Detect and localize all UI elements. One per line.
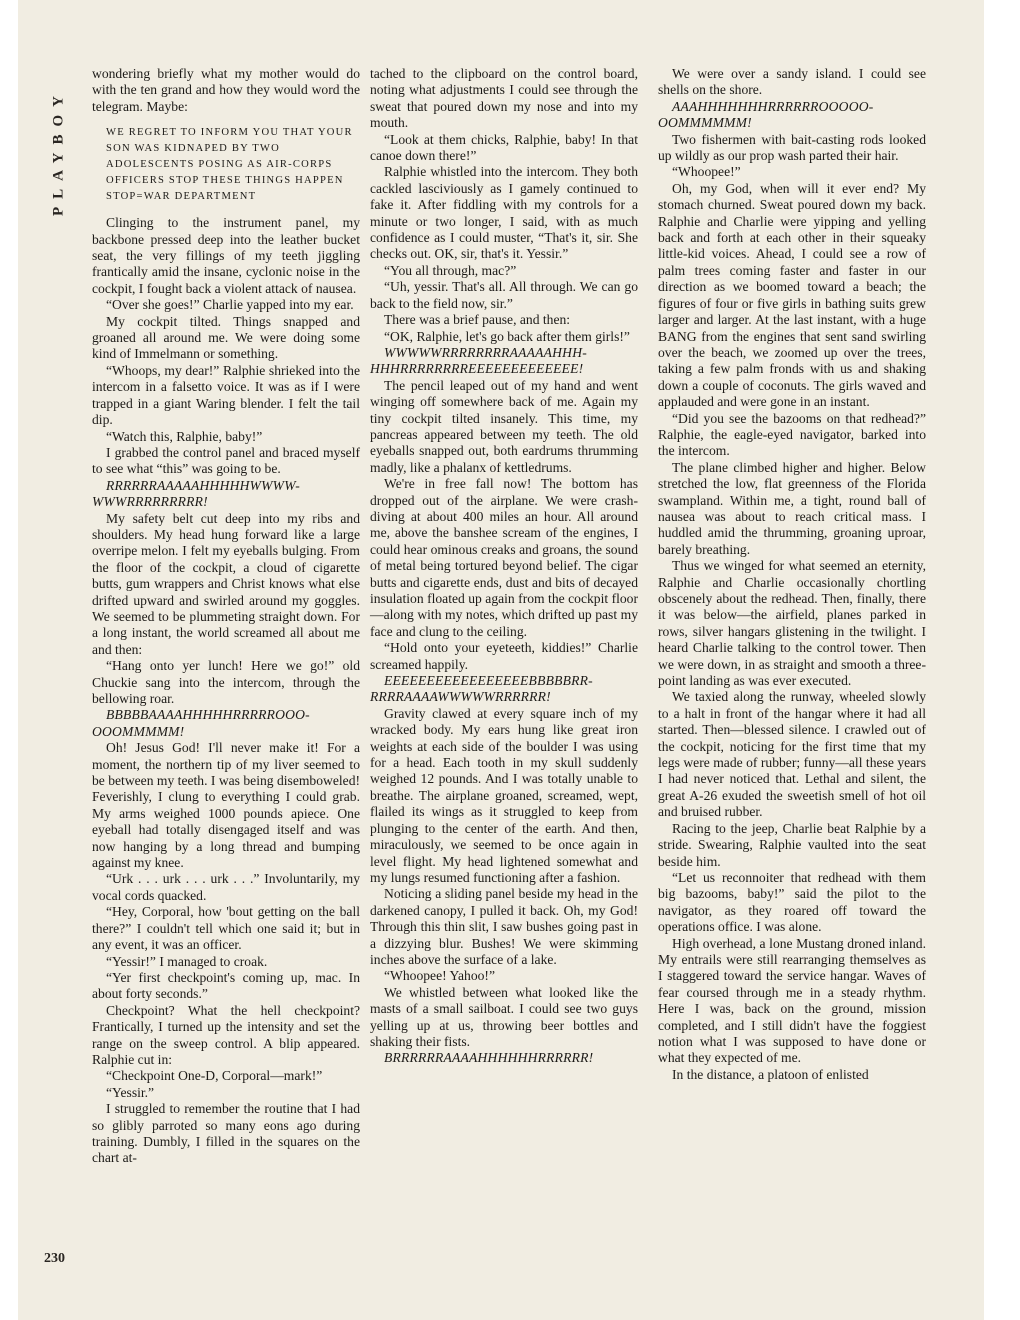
paragraph: The pencil leaped out of my hand and went winging off somewhere back of me. Again my tiny cockpit tilted insanely. This time, my pancreas appeared between my teeth. The old eyeballs snapped out, both eardrums thrumming madly, like a phalanx of kettledrums. [370, 377, 638, 475]
paragraph: “Let us reconnoiter that redhead with them big bazooms, baby!” said the pilot to the navigator, as they roared off toward the operations office. I was alone. [658, 869, 926, 935]
column-3 [658, 66, 926, 1083]
paragraph: “Hang onto yer lunch! Here we go!” old Chuckie sang into the intercom, through the bellowing roar. [92, 658, 360, 706]
paragraph: “Yer first checkpoint's coming up, mac. In about forty seconds.” [92, 969, 360, 1002]
paragraph: Ralphie whistled into the intercom. They both cackled lasciviously as I gamely continued to fake it. After fiddling with my controls for a minute or two longer, I said, with as much confidence as I could muster, “That's it, sir. She checks out. OK, sir, that's it. Yessir.” [370, 164, 638, 262]
paragraph: “Did you see the bazooms on that redhead?” Ralphie, the eagle-eyed navigator, barked into the intercom. [658, 410, 926, 459]
paragraph: “Hey, Corporal, how 'bout getting on the ball there?” I couldn't tell which one said it; but in any event, it was an officer. [92, 904, 360, 953]
paragraph: Checkpoint? What the hell checkpoint? Frantically, I turned up the intensity and set the range on the sweep control. A blip appeared. Ralphie cut in: [92, 1002, 360, 1067]
paragraph: “You all through, mac?” [384, 262, 517, 278]
telegram-block [106, 125, 360, 205]
paragraph: My cockpit tilted. Things snapped and groaned all around me. We were doing some kind of Immelmann or something. [92, 313, 360, 362]
paragraph: “Over she goes!” Charlie yapped into my ear. [106, 297, 354, 313]
paragraph: tached to the clipboard on the control board, noting what adjustments I could see through the sweat that poured down my nose and into my mouth. [370, 66, 638, 131]
magazine-page [18, 0, 984, 1320]
paragraph: “Watch this, Ralphie, baby!” [106, 428, 263, 444]
magazine-masthead [48, 72, 70, 232]
column-2 [370, 66, 638, 1067]
paragraph: Clinging to the instrument panel, my backbone pressed deep into the leather bucket seat, the very fillings of my teeth jiggling frantically amid the insane, cyclonic noise in the cockpit, I fought back a violent attack of nausea. [92, 215, 360, 296]
paragraph: Oh, my God, when will it ever end? My stomach churned. Sweat poured down my back. Ralphie and Charlie were yipping and yelling back and forth at each other in their squeaky little-kid voices. Ahead, I could see a row of palm trees coming faster and faster in our direction as we boomed toward a beach; the figures of four or five girls in bathing suits grew larger and larger. At the last instant, with a huge BANG from the engines that sent sand swirling over the beach, we zoomed up over the trees, taking a few palm fronds with us and shaking down a couple of coconuts. The girls waved and applauded and were gone in an instant. [658, 180, 926, 410]
paragraph: “OK, Ralphie, let's go back after them girls!” [384, 328, 630, 344]
masthead-text: PLAYBOY [50, 88, 67, 216]
paragraph: The plane climbed higher and higher. Below stretched the low, flat greenness of the Florida swampland. Within me, a tight, round ball of nausea was about to reach critical mass. I huddled amid the thrumming, groaning uproar, barely breathing. [658, 459, 926, 557]
sound-effect: EEEEEEEEEEEEEEEEEBBBBBRR-RRRRAAAAWWWWWRRRRRR! [370, 673, 593, 705]
paragraph: Racing to the jeep, Charlie beat Ralphie by a stride. Swearing, Ralphie vaulted into the seat beside him. [658, 820, 926, 869]
paragraph: “Yessir!” I managed to croak. [106, 953, 268, 969]
paragraph: Gravity clawed at every square inch of my wracked body. My ears hung like great iron weights at each side of the boulder I was using for a head. Each tooth in my skull suddenly weighed 12 pounds. And I was totally unable to breathe. The airplane groaned, screamed, wept, flailed its wings as it struggled to keep from plunging to the center of the earth. And then, miraculously, we seemed to be once again in level flight. My head lightened somewhat and my lungs resumed functioning after a fashion. [370, 705, 638, 885]
paragraph: High overhead, a lone Mustang droned inland. My entrails were still rearranging themselves as I staggered toward the service hangar. Waves of fear coursed through me in a steady rhythm. Here I was, back on the ground, mission completed, and I still didn't have the foggiest notion what I was supposed to have done or what they expected of me. [658, 935, 926, 1066]
paragraph: “Checkpoint One-D, Corporal—mark!” [106, 1068, 323, 1084]
paragraph: “Whoops, my dear!” Ralphie shrieked into the intercom in a falsetto voice. It was as if I were trapped in a giant Waring blender. I felt the tail dip. [92, 362, 360, 428]
column-1 [92, 66, 360, 1167]
paragraph: My safety belt cut deep into my ribs and shoulders. My head hung forward like a large overripe melon. I felt my eyeballs bulging. From the floor of the cockpit, a cloud of cigarette butts, gum wrappers and Christ knows what else drifted upward and swirled around my goggles. We seemed to be plummeting straight down. For a long instant, the world screamed all about me and then: [92, 510, 360, 657]
paragraph: “Hold onto your eyeteeth, kiddies!” Charlie screamed happily. [370, 640, 638, 672]
paragraph: “Whoopee!” [672, 164, 741, 180]
paragraph: “Uh, yessir. That's all. All through. We can go back to the field now, sir.” [370, 279, 638, 311]
sound-effect: BBBBBAAAAHHHHHRRRRROOO-OOOMMMMM! [92, 707, 310, 739]
paragraph: “Look at them chicks, Ralphie, baby! In that canoe down there!” [370, 131, 638, 164]
paragraph: Noticing a sliding panel beside my head in the darkened canopy, I pulled it back. Oh, my God! Through this thin slit, I saw bushes going past in a dizzying blur. Bushes! We were skimming inches above the surface of a lake. [370, 886, 638, 967]
paragraph: Two fishermen with bait-casting rods looked up wildly as our prop wash parted their hair. [658, 131, 926, 164]
sound-effect: WWWWWRRRRRRRRAAAAAHHH-HHHRRRRRRRREEEEEEEEEEEEE! [370, 344, 587, 377]
telegram-text: WE REGRET TO INFORM YOU THAT YOUR SON WAS KIDNAPED BY TWO ADOLESCENTS POSING AS AIR-CORPS OFFICERS STOP THESE THINGS HAPPEN STOP=WAR DEPARTMENT [106, 127, 353, 203]
paragraph: In the distance, a platoon of enlisted [672, 1066, 869, 1082]
paragraph: I grabbed the control panel and braced myself to see what “this” was going to be. [92, 444, 360, 477]
paragraph: “Urk . . . urk . . . urk . . .” Involuntarily, my vocal cords quacked. [92, 871, 360, 903]
paragraph: I struggled to remember the routine that I had so glibly parroted so many eons ago during training. Dumbly, I filled in the squares on the chart at- [92, 1101, 360, 1166]
paragraph: We whistled between what looked like the masts of a small sailboat. I could see two guys yelling up at us, throwing beer bottles and shaking their fists. [370, 984, 638, 1049]
page-number: 230 [44, 1251, 65, 1266]
sound-effect: BRRRRRRAAAAHHHHHHRRRRRR! [384, 1050, 594, 1066]
paragraph: Oh! Jesus God! I'll never make it! For a moment, the northern tip of my liver seemed to be between my teeth. I was being disemboweled! Feverishly, I clung to everything I could grab. My arms weighed 1000 pounds apiece. One eyeball had totally disengaged itself and was now hanging by a long thread and bumping against my knee. [92, 740, 361, 871]
sound-effect: RRRRRRAAAAAHHHHHWWWW-WWWRRRRRRRRR! [92, 477, 300, 510]
paragraph: There was a brief pause, and then: [384, 312, 571, 328]
sound-effect: AAAHHHHHHHRRRRRROOOOO-OOMMMMMM! [658, 98, 874, 131]
paragraph: We're in free fall now! The bottom has dropped out of the airplane. We were crash-diving at about 400 miles an hour. All around me, above the banshee scream of the engines, I could hear ominous creaks and groans, the sound of metal being tortured beyond belief. The cigar butts and cigarette ends, dust and bits of decayed insulation floated up again from the cockpit floor—along with my notes, which drifted up past my face and clung to the ceiling. [370, 476, 638, 639]
paragraph: “Yessir.” [106, 1084, 155, 1100]
paragraph: “Whoopee! Yahoo!” [384, 968, 495, 984]
paragraph: We taxied along the runway, wheeled slowly to a halt in front of the hangar where it had all started. Then—blessed silence. I crawled out of the cockpit, noticing for the first time that my legs were made of rubber; funny—all these years I had never noticed that. Lethal and silent, the great A-26 exuded the sweetish smell of hot oil and bruised rubber. [658, 689, 926, 820]
paragraph: We were over a sandy island. I could see shells on the shore. [658, 66, 926, 98]
paragraph: wondering briefly what my mother would do with the ten grand and how they would word the telegram. Maybe: [92, 66, 360, 114]
paragraph: Thus we winged for what seemed an eternity, Ralphie and Charlie occasionally chortling obscenely about the redhead. Then, finally, there it was below—the airfield, planes parked in rows, silver hangars glistening in the twilight. I heard Charlie talking to the control tower. Then we were down, in as straight and smooth a three-point landing as was ever executed. [658, 558, 926, 689]
